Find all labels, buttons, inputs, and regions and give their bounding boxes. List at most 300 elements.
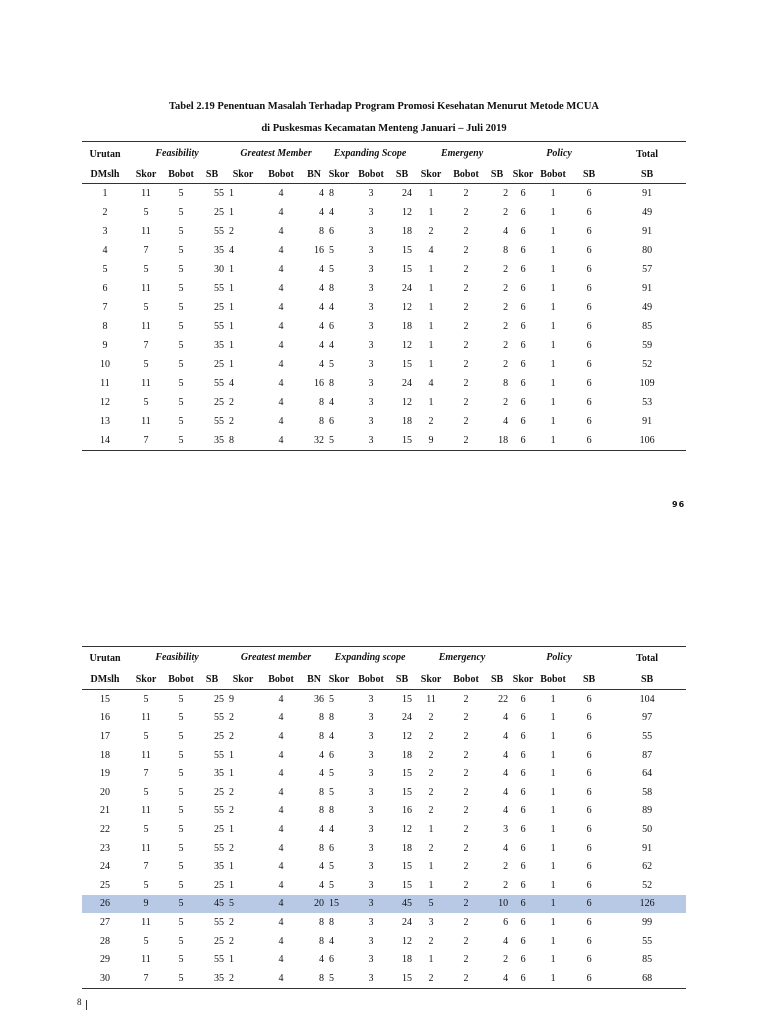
cell-emergency-bobot: 2 bbox=[463, 321, 469, 332]
cell-emergency-skor: 1 bbox=[428, 321, 434, 332]
cell-greatest-bn: 4 bbox=[319, 359, 325, 370]
cell-emergency-skor: 2 bbox=[428, 730, 434, 742]
cell-feasibility-skor: 11 bbox=[141, 283, 151, 294]
table-row bbox=[82, 690, 686, 709]
cell-total-sb: 80 bbox=[642, 245, 653, 256]
cell-expanding-skor: 5 bbox=[329, 972, 335, 984]
subheader-cell: Skor bbox=[414, 166, 448, 184]
cell-feasibility-skor: 11 bbox=[141, 805, 151, 817]
cell-greatest-bobot: 4 bbox=[278, 283, 284, 294]
cell-greatest-skor: 5 bbox=[226, 895, 260, 914]
subheader-cell: SB bbox=[484, 166, 510, 184]
cell-greatest-bobot: 4 bbox=[278, 935, 284, 947]
cell-emergency-sb: 2 bbox=[503, 397, 509, 408]
cell-emergency-bobot: 2 bbox=[463, 861, 469, 873]
cell-feasibility-bobot: 5 bbox=[178, 693, 184, 705]
cell-feasibility-bobot: 5 bbox=[178, 749, 184, 761]
cell-policy-bobot: 1 bbox=[550, 416, 556, 427]
table-row bbox=[82, 393, 686, 412]
subheader-cell: Skor bbox=[128, 669, 164, 690]
cell-expanding-bobot: 3 bbox=[368, 768, 374, 780]
cell-expanding-sb: 15 bbox=[402, 879, 413, 891]
cell-expanding-skor: 5 bbox=[329, 786, 335, 798]
cell-feasibility-bobot: 5 bbox=[178, 188, 184, 199]
cell-policy-bobot: 1 bbox=[550, 245, 556, 256]
cell-policy-bobot: 1 bbox=[536, 895, 570, 914]
cell-greatest-skor: 1 bbox=[229, 954, 235, 966]
cell-greatest-bn: 32 bbox=[314, 435, 325, 446]
cell-policy-skor: 6 bbox=[520, 972, 526, 984]
cell-greatest-bobot: 4 bbox=[278, 340, 284, 351]
cell-feasibility-sb: 55 bbox=[214, 283, 225, 294]
cell-emergency-skor: 1 bbox=[428, 879, 434, 891]
cell-policy-bobot: 1 bbox=[550, 340, 556, 351]
cell-expanding-sb: 18 bbox=[402, 749, 413, 761]
cell-greatest-bn: 8 bbox=[319, 842, 325, 854]
cell-feasibility-bobot: 5 bbox=[178, 245, 184, 256]
cell-urutan: 22 bbox=[100, 823, 110, 835]
cell-feasibility-bobot: 5 bbox=[178, 730, 184, 742]
cell-total-sb: 55 bbox=[642, 935, 653, 947]
cell-urutan: 3 bbox=[102, 226, 108, 237]
cell-expanding-skor: 4 bbox=[329, 823, 335, 835]
cell-emergency-sb: 8 bbox=[503, 378, 509, 389]
cell-emergency-sb: 3 bbox=[503, 823, 509, 835]
cell-expanding-sb: 24 bbox=[402, 378, 413, 389]
cell-total-sb: 126 bbox=[608, 895, 686, 914]
cell-expanding-sb: 12 bbox=[402, 730, 413, 742]
cell-greatest-bobot: 4 bbox=[278, 378, 284, 389]
cell-feasibility-bobot: 5 bbox=[178, 712, 184, 724]
cell-feasibility-skor: 7 bbox=[143, 340, 149, 351]
cell-feasibility-bobot: 5 bbox=[178, 378, 184, 389]
cell-policy-sb: 6 bbox=[586, 245, 592, 256]
cell-expanding-bobot: 3 bbox=[368, 264, 374, 275]
subheader-cell: Skor bbox=[128, 166, 164, 184]
cell-expanding-sb: 15 bbox=[402, 264, 413, 275]
cell-policy-sb: 6 bbox=[586, 435, 592, 446]
table-row bbox=[82, 709, 686, 728]
cell-policy-sb: 6 bbox=[586, 693, 592, 705]
cell-greatest-bobot: 4 bbox=[278, 972, 284, 984]
header-feasibility: Feasibility bbox=[155, 148, 199, 159]
cell-total-sb: 97 bbox=[642, 712, 653, 724]
cell-urutan: 12 bbox=[100, 397, 110, 408]
cell-policy-sb: 6 bbox=[586, 842, 592, 854]
cell-feasibility-skor: 7 bbox=[143, 861, 149, 873]
cell-emergency-sb: 4 bbox=[503, 226, 509, 237]
cell-feasibility-sb: 45 bbox=[198, 895, 226, 914]
cell-greatest-skor: 1 bbox=[229, 207, 235, 218]
cell-emergency-skor: 1 bbox=[428, 954, 434, 966]
cell-total-sb: 58 bbox=[642, 786, 653, 798]
cell-greatest-bn: 4 bbox=[319, 207, 325, 218]
cell-policy-skor: 6 bbox=[520, 749, 526, 761]
cell-feasibility-skor: 11 bbox=[141, 712, 151, 724]
cell-expanding-sb: 15 bbox=[402, 245, 413, 256]
cell-urutan: 4 bbox=[102, 245, 108, 256]
cell-expanding-bobot: 3 bbox=[368, 805, 374, 817]
cell-emergency-bobot: 2 bbox=[463, 378, 469, 389]
header-expanding-scope: Expanding Scope bbox=[333, 148, 407, 159]
cell-greatest-bobot: 4 bbox=[278, 823, 284, 835]
cell-urutan: 27 bbox=[100, 916, 110, 928]
cell-expanding-sb: 18 bbox=[402, 321, 413, 332]
cell-policy-skor: 6 bbox=[520, 954, 526, 966]
cell-policy-bobot: 1 bbox=[550, 730, 556, 742]
cell-urutan: 30 bbox=[100, 972, 110, 984]
subheader-cell: BN bbox=[302, 669, 326, 690]
cell-policy-skor: 6 bbox=[520, 340, 526, 351]
cell-feasibility-skor: 5 bbox=[143, 879, 149, 891]
cell-feasibility-bobot: 5 bbox=[178, 954, 184, 966]
cell-feasibility-sb: 55 bbox=[214, 226, 225, 237]
cell-total-sb: 85 bbox=[642, 954, 653, 966]
cell-policy-bobot: 1 bbox=[550, 935, 556, 947]
subheader-cell: Skor bbox=[510, 669, 536, 690]
subheader-cell: Bobot bbox=[536, 166, 570, 184]
cell-greatest-bobot: 4 bbox=[278, 861, 284, 873]
cell-greatest-bn: 8 bbox=[319, 712, 325, 724]
cell-expanding-sb: 24 bbox=[402, 916, 413, 928]
header-greatest-member: Greatest Member bbox=[240, 148, 312, 159]
cell-urutan: 10 bbox=[100, 359, 110, 370]
cell-emergency-sb: 22 bbox=[498, 693, 509, 705]
cell-feasibility-bobot: 5 bbox=[178, 226, 184, 237]
cell-expanding-bobot: 3 bbox=[368, 321, 374, 332]
cell-policy-bobot: 1 bbox=[550, 188, 556, 199]
cell-policy-skor: 6 bbox=[520, 302, 526, 313]
cell-policy-bobot: 1 bbox=[550, 397, 556, 408]
cell-greatest-skor: 1 bbox=[229, 321, 235, 332]
cell-emergency-sb: 2 bbox=[503, 321, 509, 332]
cell-greatest-skor: 1 bbox=[229, 823, 235, 835]
cell-total-sb: 64 bbox=[642, 768, 653, 780]
cell-feasibility-bobot: 5 bbox=[178, 786, 184, 798]
cell-greatest-bobot: 4 bbox=[278, 693, 284, 705]
cell-policy-skor: 6 bbox=[520, 207, 526, 218]
header-emergency: Emergency bbox=[438, 652, 486, 663]
cell-policy-sb: 6 bbox=[586, 954, 592, 966]
cell-greatest-skor: 1 bbox=[229, 188, 235, 199]
table1-body bbox=[82, 184, 686, 451]
cell-emergency-skor: 1 bbox=[428, 397, 434, 408]
cell-expanding-skor: 5 bbox=[329, 359, 335, 370]
cell-policy-skor: 6 bbox=[520, 842, 526, 854]
table-row bbox=[82, 431, 686, 451]
cell-feasibility-skor: 11 bbox=[141, 321, 151, 332]
cell-total-sb: 91 bbox=[642, 226, 653, 237]
cell-emergency-skor: 1 bbox=[428, 264, 434, 275]
cell-urutan: 24 bbox=[100, 861, 110, 873]
cell-emergency-skor: 2 bbox=[428, 416, 434, 427]
cell-total-sb: 91 bbox=[642, 842, 653, 854]
cell-emergency-bobot: 2 bbox=[463, 188, 469, 199]
cell-emergency-bobot: 2 bbox=[463, 397, 469, 408]
cell-expanding-skor: 5 bbox=[329, 861, 335, 873]
cell-total-sb: 49 bbox=[642, 207, 653, 218]
cell-emergency-sb: 4 bbox=[503, 749, 509, 761]
cell-total-sb: 85 bbox=[642, 321, 653, 332]
cell-expanding-bobot: 3 bbox=[368, 283, 374, 294]
cell-urutan: 25 bbox=[100, 879, 110, 891]
cell-greatest-skor: 2 bbox=[229, 712, 235, 724]
cell-urutan: 23 bbox=[100, 842, 110, 854]
page-number: 96 bbox=[672, 500, 686, 509]
cell-feasibility-bobot: 5 bbox=[178, 935, 184, 947]
cell-expanding-skor: 6 bbox=[329, 954, 335, 966]
cell-expanding-skor: 15 bbox=[326, 895, 352, 914]
cell-policy-bobot: 1 bbox=[550, 749, 556, 761]
cell-greatest-bobot: 4 bbox=[278, 712, 284, 724]
cell-emergency-sb: 8 bbox=[503, 245, 509, 256]
cell-urutan: 1 bbox=[102, 188, 108, 199]
subheader-cell: SB bbox=[570, 166, 608, 184]
cell-emergency-sb: 18 bbox=[498, 435, 509, 446]
cell-policy-sb: 6 bbox=[586, 416, 592, 427]
cell-feasibility-skor: 11 bbox=[141, 916, 151, 928]
cell-emergency-skor: 1 bbox=[428, 359, 434, 370]
table-row bbox=[82, 727, 686, 746]
cell-total-sb: 53 bbox=[642, 397, 653, 408]
cell-policy-skor: 6 bbox=[520, 916, 526, 928]
cell-emergency-bobot: 2 bbox=[463, 972, 469, 984]
cell-expanding-skor: 6 bbox=[329, 749, 335, 761]
cell-policy-skor: 6 bbox=[520, 786, 526, 798]
cell-greatest-bn: 8 bbox=[319, 786, 325, 798]
cell-greatest-bobot: 4 bbox=[278, 435, 284, 446]
cell-feasibility-sb: 35 bbox=[214, 972, 225, 984]
cell-greatest-skor: 9 bbox=[229, 693, 235, 705]
cell-feasibility-skor: 5 bbox=[143, 359, 149, 370]
cell-expanding-sb: 15 bbox=[402, 435, 413, 446]
cell-expanding-sb: 15 bbox=[402, 359, 413, 370]
cell-feasibility-bobot: 5 bbox=[178, 264, 184, 275]
cell-greatest-bobot: 4 bbox=[278, 842, 284, 854]
cell-emergency-bobot: 2 bbox=[463, 340, 469, 351]
table-row bbox=[82, 783, 686, 802]
cell-total-sb: 106 bbox=[639, 435, 655, 446]
cell-greatest-bn: 4 bbox=[319, 879, 325, 891]
cell-policy-bobot: 1 bbox=[550, 823, 556, 835]
cell-emergency-skor: 1 bbox=[428, 188, 434, 199]
cell-feasibility-bobot: 5 bbox=[178, 768, 184, 780]
header-total-sb: SB bbox=[608, 669, 686, 690]
table-row bbox=[82, 298, 686, 317]
cell-emergency-bobot: 2 bbox=[463, 207, 469, 218]
cell-total-sb: 50 bbox=[642, 823, 653, 835]
cell-greatest-bn: 4 bbox=[319, 954, 325, 966]
cell-emergency-skor: 1 bbox=[428, 207, 434, 218]
cell-feasibility-skor: 11 bbox=[141, 749, 151, 761]
cell-greatest-skor: 2 bbox=[229, 730, 235, 742]
cell-policy-sb: 6 bbox=[586, 340, 592, 351]
cell-emergency-bobot: 2 bbox=[463, 879, 469, 891]
header-emergency: Emergeny bbox=[440, 148, 484, 159]
cell-emergency-bobot: 2 bbox=[448, 895, 484, 914]
cell-total-sb: 91 bbox=[642, 416, 653, 427]
cell-emergency-skor: 2 bbox=[428, 805, 434, 817]
cell-urutan: 20 bbox=[100, 786, 110, 798]
cell-policy-sb: 6 bbox=[586, 786, 592, 798]
cell-total-sb: 89 bbox=[642, 805, 653, 817]
cell-policy-bobot: 1 bbox=[550, 768, 556, 780]
cell-emergency-sb: 2 bbox=[503, 954, 509, 966]
header-total-sb: SB bbox=[608, 166, 686, 184]
cell-emergency-bobot: 2 bbox=[463, 916, 469, 928]
header-total: Total bbox=[636, 148, 658, 160]
cell-expanding-skor: 8 bbox=[329, 378, 335, 389]
cell-feasibility-skor: 7 bbox=[143, 435, 149, 446]
cell-emergency-bobot: 2 bbox=[463, 283, 469, 294]
cell-emergency-skor: 2 bbox=[428, 768, 434, 780]
cell-greatest-bn: 8 bbox=[319, 226, 325, 237]
cell-policy-sb: 6 bbox=[586, 397, 592, 408]
cell-expanding-sb: 12 bbox=[402, 340, 413, 351]
cell-urutan: 28 bbox=[100, 935, 110, 947]
subheader-cell: Skor bbox=[226, 166, 260, 184]
cell-feasibility-bobot: 5 bbox=[178, 879, 184, 891]
cell-expanding-bobot: 3 bbox=[368, 416, 374, 427]
cell-feasibility-bobot: 5 bbox=[178, 397, 184, 408]
cell-policy-sb: 6 bbox=[586, 188, 592, 199]
cell-emergency-skor: 1 bbox=[428, 302, 434, 313]
cell-policy-skor: 6 bbox=[520, 805, 526, 817]
cell-emergency-sb: 4 bbox=[503, 842, 509, 854]
cell-expanding-skor: 6 bbox=[329, 321, 335, 332]
cell-expanding-skor: 5 bbox=[329, 245, 335, 256]
cell-emergency-skor: 1 bbox=[428, 823, 434, 835]
cell-feasibility-sb: 55 bbox=[214, 378, 225, 389]
subheader-cell: SB bbox=[390, 669, 414, 690]
cell-urutan: 6 bbox=[102, 283, 108, 294]
cell-urutan: 26 bbox=[82, 895, 128, 914]
cell-expanding-skor: 4 bbox=[329, 935, 335, 947]
cell-emergency-bobot: 2 bbox=[463, 226, 469, 237]
cell-greatest-bn: 8 bbox=[319, 972, 325, 984]
cell-greatest-skor: 2 bbox=[229, 916, 235, 928]
cell-policy-skor: 6 bbox=[520, 321, 526, 332]
cell-policy-sb: 6 bbox=[586, 207, 592, 218]
cell-greatest-skor: 8 bbox=[229, 435, 235, 446]
cell-feasibility-bobot: 5 bbox=[178, 359, 184, 370]
cell-feasibility-bobot: 5 bbox=[178, 916, 184, 928]
subheader-cell: Skor bbox=[414, 669, 448, 690]
cell-emergency-bobot: 2 bbox=[463, 302, 469, 313]
cell-total-sb: 99 bbox=[642, 916, 653, 928]
cell-urutan: 19 bbox=[100, 768, 110, 780]
cell-policy-bobot: 1 bbox=[550, 207, 556, 218]
cell-emergency-skor: 1 bbox=[428, 861, 434, 873]
table-row bbox=[82, 913, 686, 932]
cell-expanding-bobot: 3 bbox=[368, 823, 374, 835]
cell-expanding-sb: 15 bbox=[402, 693, 413, 705]
cell-feasibility-sb: 25 bbox=[214, 730, 225, 742]
cell-policy-bobot: 1 bbox=[550, 321, 556, 332]
table-row bbox=[82, 857, 686, 876]
cell-expanding-sb: 24 bbox=[402, 188, 413, 199]
header-urutan: Urutan bbox=[89, 652, 121, 664]
cell-feasibility-bobot: 5 bbox=[178, 823, 184, 835]
cell-greatest-skor: 2 bbox=[229, 786, 235, 798]
cell-feasibility-bobot: 5 bbox=[178, 321, 184, 332]
cell-feasibility-bobot: 5 bbox=[178, 416, 184, 427]
cell-feasibility-sb: 25 bbox=[214, 207, 225, 218]
cell-policy-sb: 6 bbox=[570, 895, 608, 914]
cell-greatest-bn: 4 bbox=[319, 340, 325, 351]
cell-emergency-sb: 10 bbox=[484, 895, 510, 914]
cell-feasibility-sb: 55 bbox=[214, 188, 225, 199]
cell-emergency-bobot: 2 bbox=[463, 749, 469, 761]
cell-greatest-bn: 4 bbox=[319, 861, 325, 873]
header-feasibility: Feasibility bbox=[155, 652, 199, 663]
cell-greatest-skor: 1 bbox=[229, 768, 235, 780]
table-caption-line2: di Puskesmas Kecamatan Menteng Januari – Juli 2019 bbox=[261, 123, 507, 134]
cell-greatest-bn: 4 bbox=[319, 264, 325, 275]
cell-expanding-bobot: 3 bbox=[368, 916, 374, 928]
cell-expanding-bobot: 3 bbox=[368, 397, 374, 408]
cell-feasibility-skor: 5 bbox=[143, 693, 149, 705]
cell-expanding-bobot: 3 bbox=[368, 954, 374, 966]
cell-greatest-bobot: 4 bbox=[278, 302, 284, 313]
table-row bbox=[82, 950, 686, 969]
cell-total-sb: 104 bbox=[639, 693, 655, 705]
cell-expanding-sb: 18 bbox=[402, 416, 413, 427]
cell-total-sb: 109 bbox=[639, 378, 655, 389]
cell-emergency-sb: 2 bbox=[503, 861, 509, 873]
cell-expanding-bobot: 3 bbox=[368, 786, 374, 798]
cell-expanding-bobot: 3 bbox=[368, 378, 374, 389]
cell-feasibility-sb: 55 bbox=[214, 416, 225, 427]
cell-policy-skor: 6 bbox=[520, 416, 526, 427]
subheader-cell: Bobot bbox=[260, 669, 302, 690]
cell-emergency-sb: 6 bbox=[503, 916, 509, 928]
mcua-table-part2 bbox=[82, 646, 686, 989]
cell-policy-bobot: 1 bbox=[550, 378, 556, 389]
cell-expanding-bobot: 3 bbox=[368, 302, 374, 313]
cell-feasibility-sb: 25 bbox=[214, 935, 225, 947]
cell-emergency-skor: 2 bbox=[428, 842, 434, 854]
cell-expanding-skor: 5 bbox=[329, 693, 335, 705]
cell-emergency-bobot: 2 bbox=[463, 693, 469, 705]
cell-policy-skor: 6 bbox=[520, 397, 526, 408]
cell-policy-bobot: 1 bbox=[550, 712, 556, 724]
cell-emergency-skor: 2 bbox=[428, 935, 434, 947]
cell-feasibility-sb: 55 bbox=[214, 805, 225, 817]
table-row bbox=[82, 412, 686, 431]
cell-expanding-bobot: 3 bbox=[368, 935, 374, 947]
cell-greatest-skor: 2 bbox=[229, 935, 235, 947]
table-row bbox=[82, 839, 686, 858]
cell-expanding-sb: 18 bbox=[402, 226, 413, 237]
cell-greatest-bobot: 4 bbox=[278, 416, 284, 427]
cell-expanding-bobot: 3 bbox=[368, 861, 374, 873]
cell-feasibility-sb: 25 bbox=[214, 397, 225, 408]
cell-feasibility-sb: 55 bbox=[214, 749, 225, 761]
cell-expanding-skor: 4 bbox=[329, 302, 335, 313]
cell-policy-sb: 6 bbox=[586, 712, 592, 724]
cell-feasibility-bobot: 5 bbox=[178, 805, 184, 817]
cell-expanding-skor: 4 bbox=[329, 207, 335, 218]
cell-emergency-skor: 2 bbox=[428, 786, 434, 798]
cell-feasibility-sb: 55 bbox=[214, 954, 225, 966]
cell-policy-bobot: 1 bbox=[550, 359, 556, 370]
cell-feasibility-sb: 25 bbox=[214, 359, 225, 370]
cell-emergency-sb: 4 bbox=[503, 805, 509, 817]
cell-expanding-skor: 6 bbox=[329, 226, 335, 237]
subheader-cell: Bobot bbox=[164, 166, 198, 184]
footer-divider bbox=[86, 1000, 89, 1010]
